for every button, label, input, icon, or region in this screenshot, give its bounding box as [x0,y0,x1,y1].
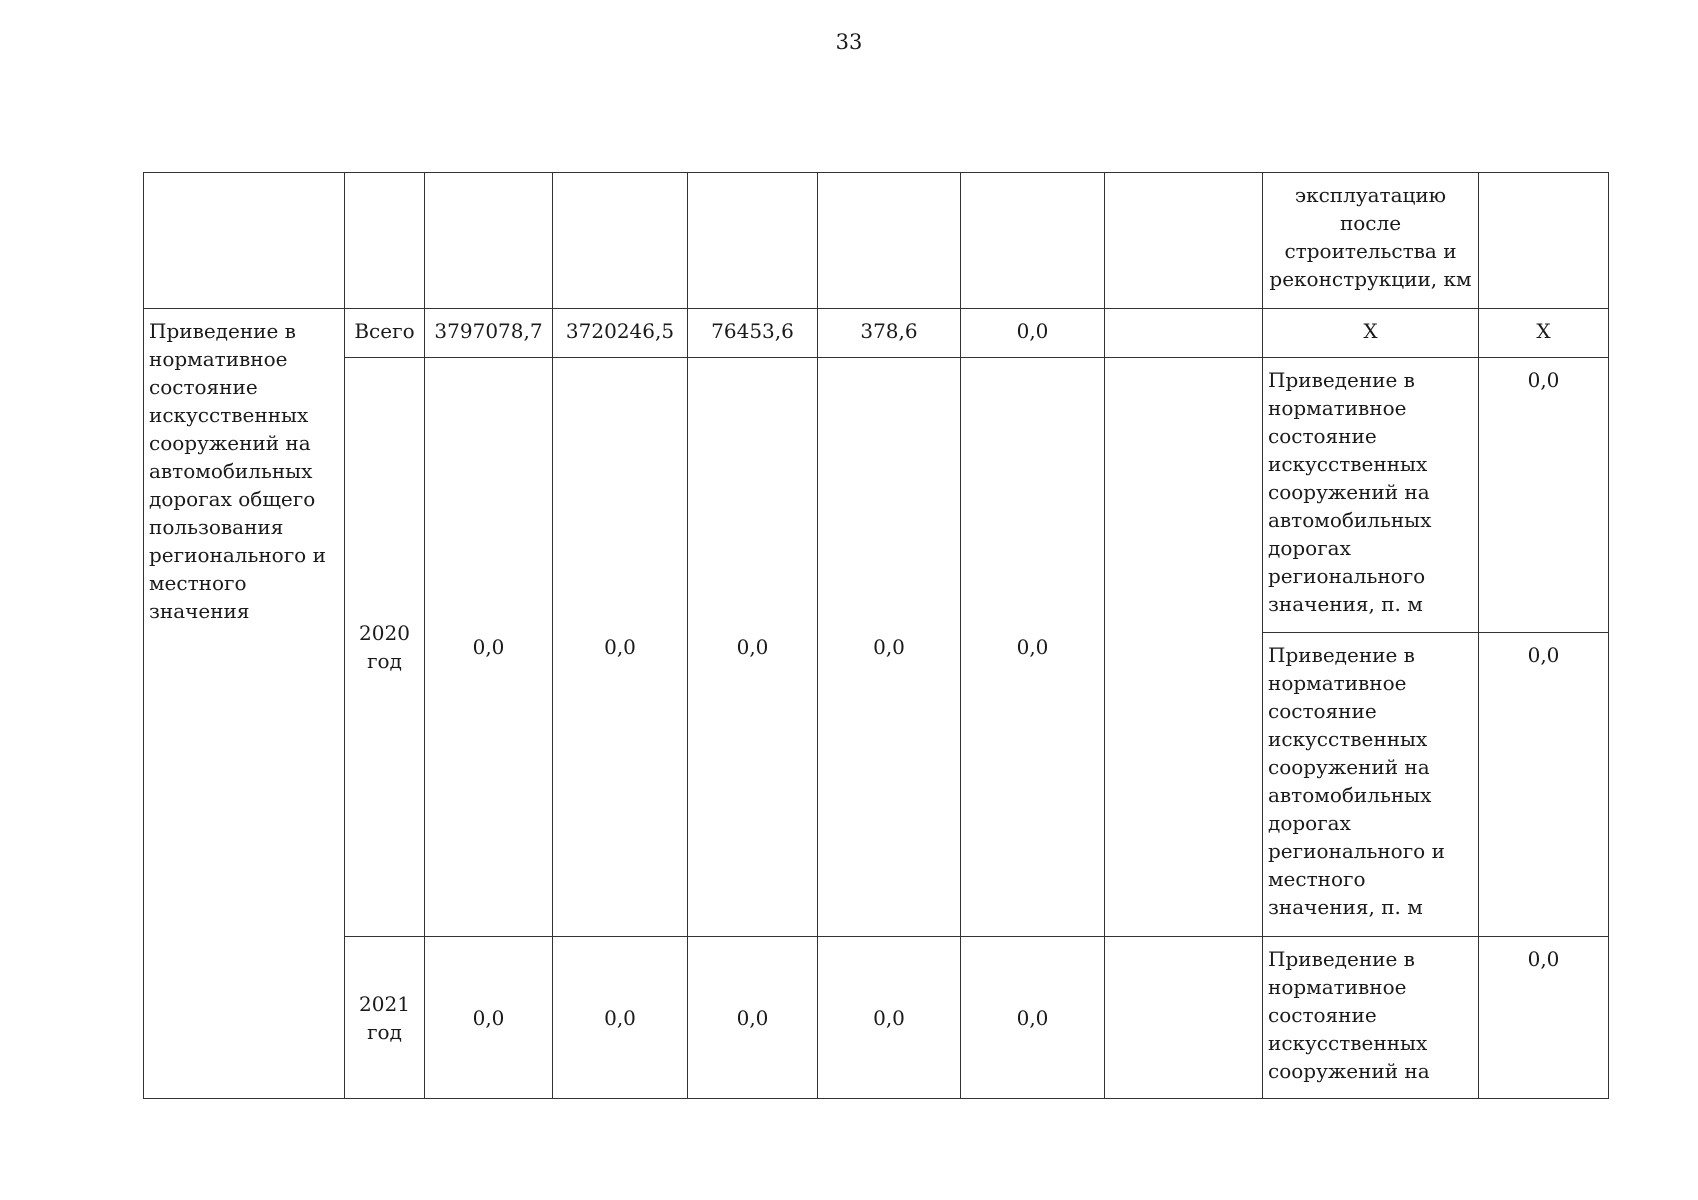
executor [1105,358,1263,937]
funding-local: 378,6 [818,309,961,358]
executor [1105,937,1263,1099]
indicator-value: 0,0 [1479,937,1609,1099]
indicator-name: Приведение в нормативное состояние искусственных сооружений на [1263,937,1479,1099]
program-table [143,172,1609,1099]
period-total: Всего [345,309,425,358]
funding-local: 0,0 [818,358,961,937]
empty-cell [1105,173,1263,309]
funding-federal: 3720246,5 [553,309,688,358]
empty-cell [345,173,425,309]
funding-regional: 76453,6 [688,309,818,358]
indicator-name: Приведение в нормативное состояние искусственных сооружений на автомобильных дорогах регионального и местного значения, п. м [1263,633,1479,937]
funding-other: 0,0 [961,309,1105,358]
funding-other: 0,0 [961,937,1105,1099]
activity-name: Приведение в нормативное состояние искусственных сооружений на автомобильных дорогах общего пользования регионального и местного значения [144,309,345,1099]
empty-cell [144,173,345,309]
indicator-value: Х [1479,309,1609,358]
funding-regional: 0,0 [688,358,818,937]
total-row [144,309,1609,358]
indicator-name: Х [1263,309,1479,358]
period-2021: 2021 год [345,937,425,1099]
funding-total: 0,0 [425,358,553,937]
funding-federal: 0,0 [553,937,688,1099]
funding-regional: 0,0 [688,937,818,1099]
indicator-name-continued: эксплуатацию после строительства и реконструкции, км [1263,173,1479,309]
empty-cell [688,173,818,309]
empty-cell [961,173,1105,309]
year-2021-row [144,937,1609,1099]
period-2020: 2020 год [345,358,425,937]
funding-local: 0,0 [818,937,961,1099]
funding-federal: 0,0 [553,358,688,937]
year-2020-row [144,358,1609,633]
indicator-value: 0,0 [1479,633,1609,937]
executor [1105,309,1263,358]
funding-total: 0,0 [425,937,553,1099]
funding-total: 3797078,7 [425,309,553,358]
empty-cell [818,173,961,309]
empty-cell [425,173,553,309]
funding-other: 0,0 [961,358,1105,937]
empty-cell [1479,173,1609,309]
page-number: 33 [835,30,863,54]
empty-cell [553,173,688,309]
indicator-name: Приведение в нормативное состояние искусственных сооружений на автомобильных дорогах регионального значения, п. м [1263,358,1479,633]
continuation-row [144,173,1609,309]
indicator-value: 0,0 [1479,358,1609,633]
